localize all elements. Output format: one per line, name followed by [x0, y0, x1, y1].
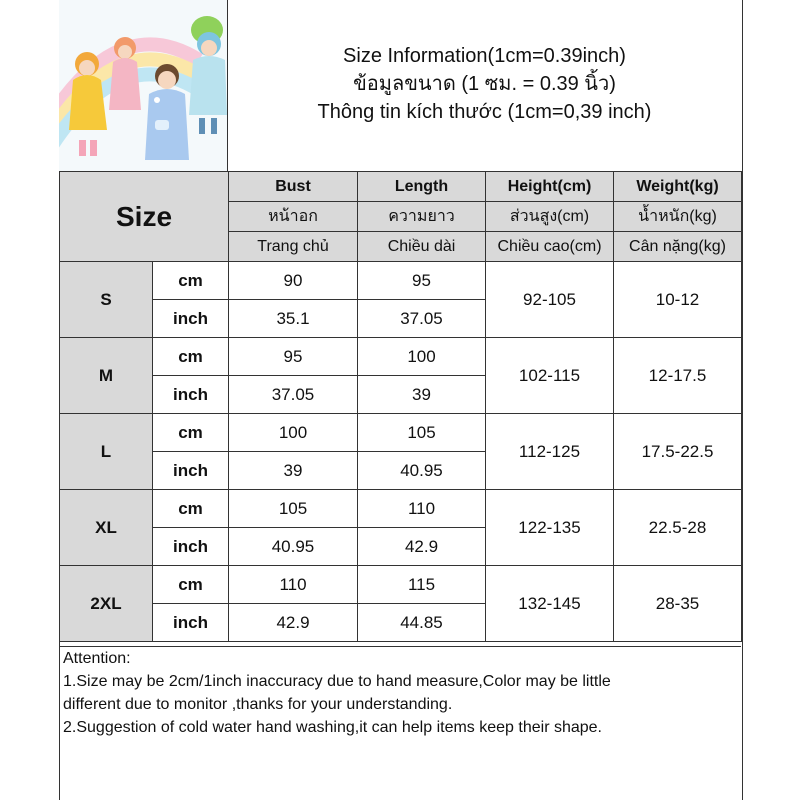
bust-cm: 110 [229, 566, 358, 604]
bust-cm: 90 [229, 262, 358, 300]
unit-cm: cm [153, 414, 229, 452]
weight-range: 28-35 [614, 566, 742, 642]
length-inch: 40.95 [358, 452, 486, 490]
note-line-1a: 1.Size may be 2cm/1inch inaccuracy due to hand measure,Color may be little [63, 673, 611, 690]
size-label: S [60, 262, 153, 338]
title-vietnamese: Thông tin kích thước (1cm=0,39 inch) [317, 101, 652, 123]
col-weight-th: น้ำหนัก(kg) [614, 202, 742, 232]
unit-cm: cm [153, 262, 229, 300]
unit-inch: inch [153, 604, 229, 642]
attention-notes [59, 646, 741, 801]
unit-inch: inch [153, 376, 229, 414]
length-inch: 42.9 [358, 528, 486, 566]
unit-inch: inch [153, 528, 229, 566]
size-label: XL [60, 490, 153, 566]
size-label: M [60, 338, 153, 414]
unit-cm: cm [153, 566, 229, 604]
col-length-th: ความยาว [358, 202, 486, 232]
col-weight-vi: Cân nặng(kg) [614, 232, 742, 262]
bust-cm: 105 [229, 490, 358, 528]
size-label: L [60, 414, 153, 490]
header [59, 0, 741, 172]
length-cm: 110 [358, 490, 486, 528]
note-line-1b: different due to monitor ,thanks for your understanding. [63, 696, 453, 713]
title-thai: ข้อมูลขนาด (1 ซม. = 0.39 นิ้ว) [353, 73, 616, 95]
notes-heading: Attention: [63, 650, 131, 667]
bust-cm: 95 [229, 338, 358, 376]
title-block [228, 42, 741, 126]
table-row [60, 262, 742, 300]
bust-cm: 100 [229, 414, 358, 452]
size-table [59, 171, 741, 642]
product-photo [59, 0, 228, 171]
bust-inch: 39 [229, 452, 358, 490]
col-bust-vi: Trang chủ [229, 232, 358, 262]
col-weight-en: Weight(kg) [614, 172, 742, 202]
table-row [60, 338, 742, 376]
col-bust-en: Bust [229, 172, 358, 202]
bust-inch: 42.9 [229, 604, 358, 642]
col-height-en: Height(cm) [486, 172, 614, 202]
length-cm: 100 [358, 338, 486, 376]
unit-cm: cm [153, 338, 229, 376]
length-cm: 95 [358, 262, 486, 300]
weight-range: 10-12 [614, 262, 742, 338]
unit-cm: cm [153, 490, 229, 528]
weight-range: 12-17.5 [614, 338, 742, 414]
unit-inch: inch [153, 452, 229, 490]
note-line-2: 2.Suggestion of cold water hand washing,it can help items keep their shape. [63, 719, 602, 736]
col-length-en: Length [358, 172, 486, 202]
unit-inch: inch [153, 300, 229, 338]
weight-range: 17.5-22.5 [614, 414, 742, 490]
bust-inch: 40.95 [229, 528, 358, 566]
length-inch: 37.05 [358, 300, 486, 338]
height-range: 132-145 [486, 566, 614, 642]
length-inch: 39 [358, 376, 486, 414]
height-range: 92-105 [486, 262, 614, 338]
size-label: 2XL [60, 566, 153, 642]
col-length-vi: Chiều dài [358, 232, 486, 262]
title-english: Size Information(1cm=0.39inch) [343, 45, 626, 67]
table-row [60, 566, 742, 604]
height-range: 102-115 [486, 338, 614, 414]
length-cm: 105 [358, 414, 486, 452]
bust-inch: 35.1 [229, 300, 358, 338]
length-inch: 44.85 [358, 604, 486, 642]
table-row [60, 490, 742, 528]
length-cm: 115 [358, 566, 486, 604]
size-header: Size [60, 172, 229, 262]
col-bust-th: หน้าอก [229, 202, 358, 232]
height-range: 122-135 [486, 490, 614, 566]
table-row [60, 414, 742, 452]
bust-inch: 37.05 [229, 376, 358, 414]
col-height-th: ส่วนสูง(cm) [486, 202, 614, 232]
weight-range: 22.5-28 [614, 490, 742, 566]
height-range: 112-125 [486, 414, 614, 490]
col-height-vi: Chiều cao(cm) [486, 232, 614, 262]
